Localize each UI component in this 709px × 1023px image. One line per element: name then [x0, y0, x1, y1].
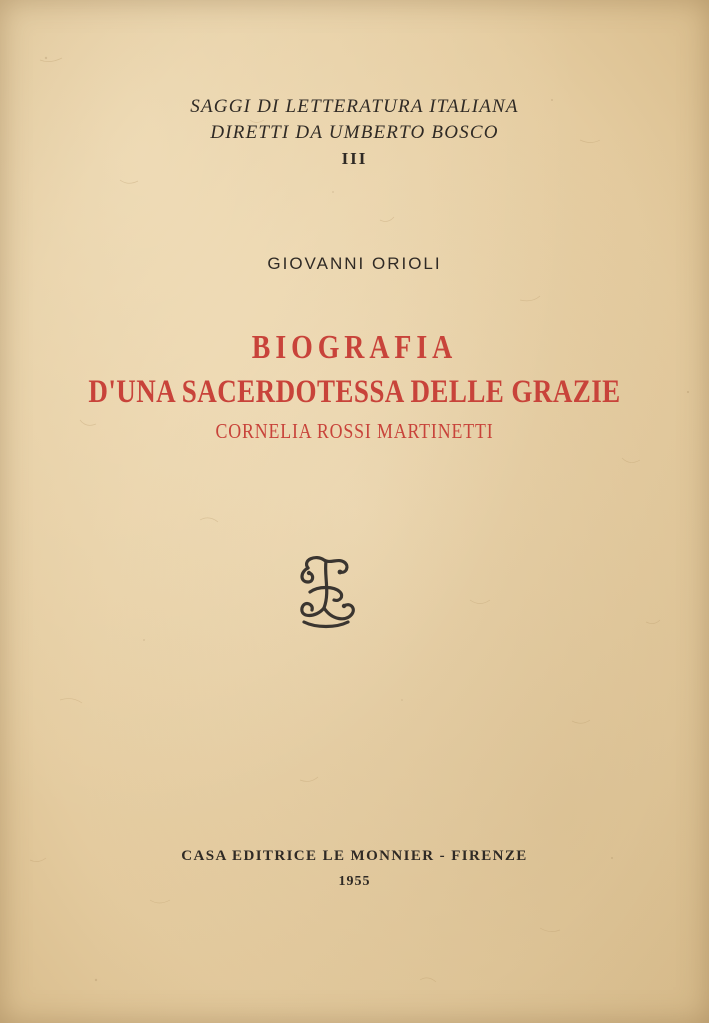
series-volume-number: III [341, 149, 368, 168]
series-heading [0, 94, 709, 172]
series-title-line: SAGGI DI LETTERATURA ITALIANA [190, 96, 519, 117]
imprint [0, 843, 709, 895]
book-title [0, 326, 709, 446]
publisher-monogram-icon [290, 552, 360, 630]
title-main: BIOGRAFIA [251, 329, 458, 366]
title-sub: D'UNA SACERDOTESSA DELLE GRAZIE [88, 374, 621, 410]
publication-year: 1955 [338, 874, 371, 889]
author-name: GIOVANNI ORIOLI [267, 254, 442, 273]
publisher-name: CASA EDITRICE LE MONNIER - FIRENZE [181, 848, 528, 864]
title-subject: CORNELIA ROSSI MARTINETTI [215, 419, 494, 443]
series-editor-line: DIRETTI DA UMBERTO BOSCO [210, 122, 499, 143]
